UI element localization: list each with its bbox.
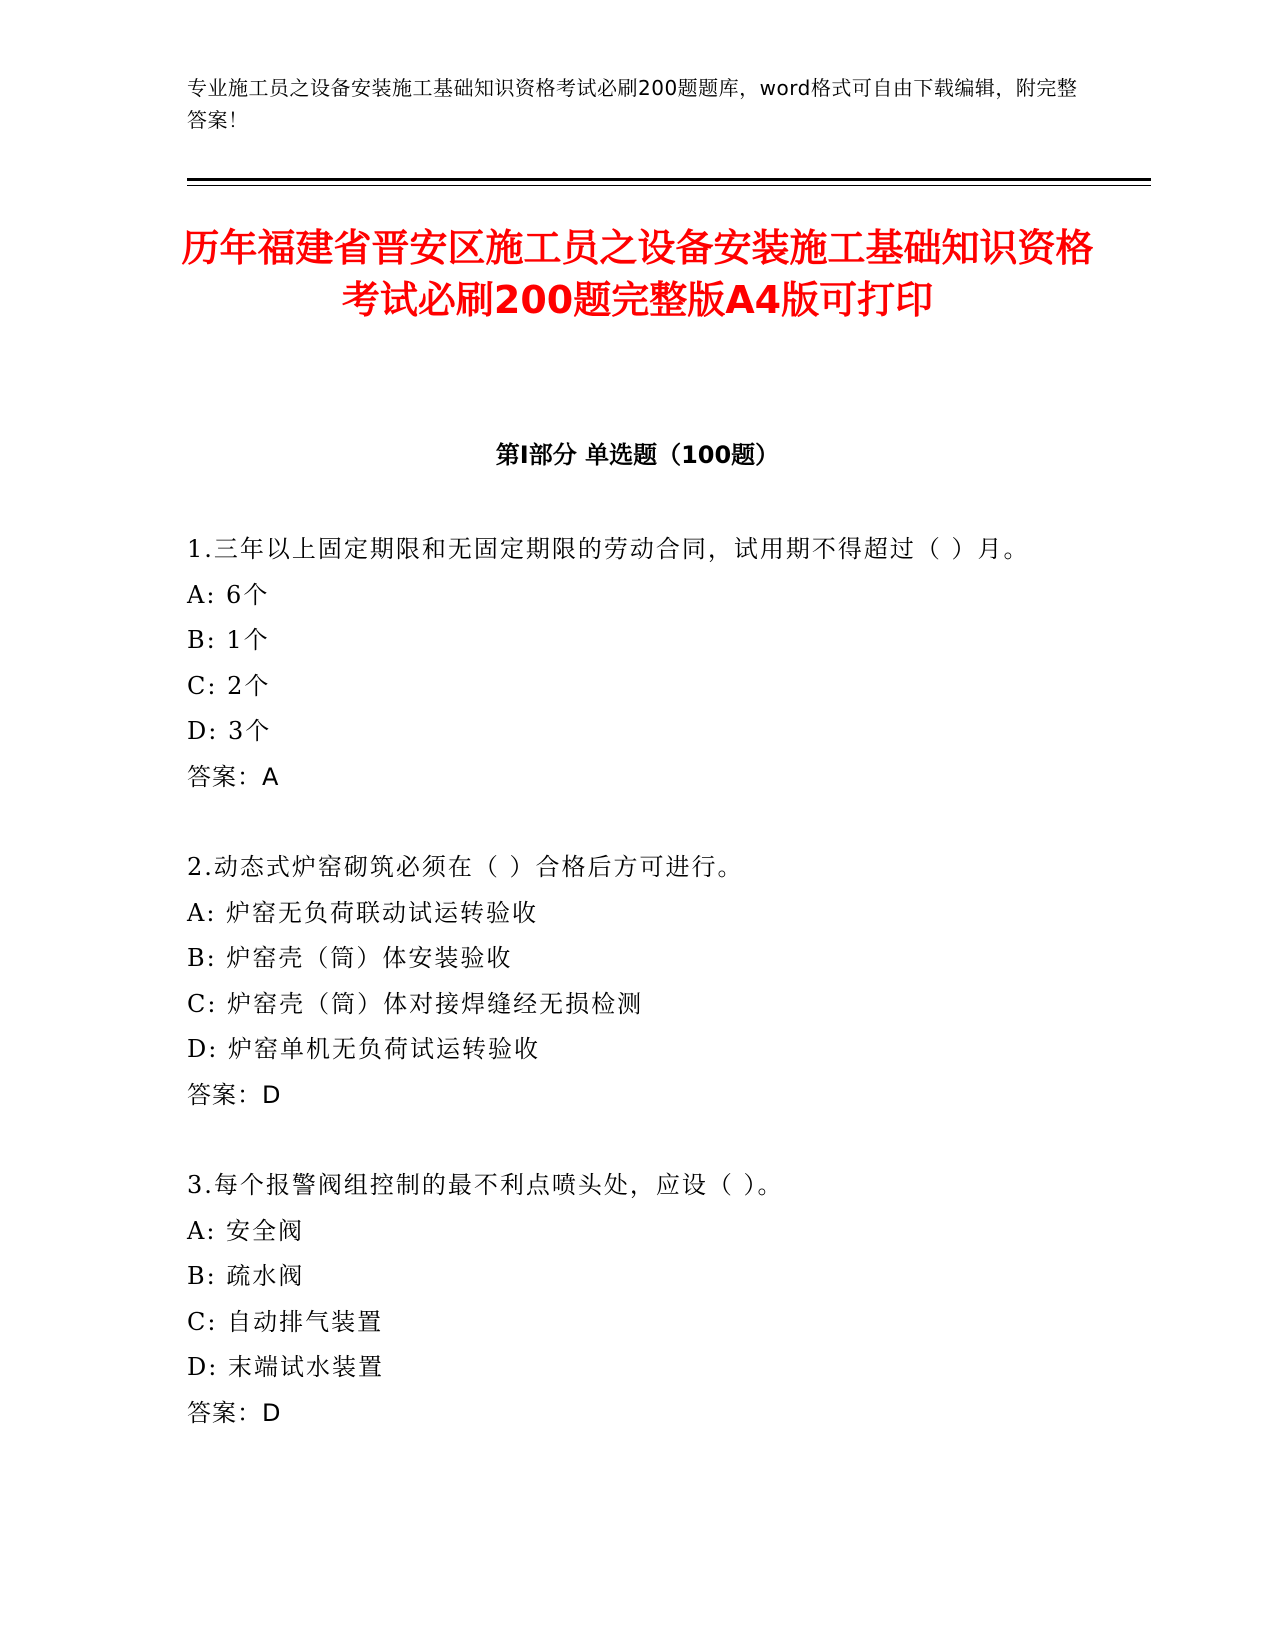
- option-a: A: 6个: [187, 580, 270, 609]
- question-list: [187, 527, 1067, 1481]
- document-title: 历年福建省晋安区施工员之设备安装施工基础知识资格考试必刷200题完整版A4版可打印: [181, 226, 1094, 322]
- header-rule-thick: [187, 178, 1151, 181]
- option-a: A: 安全阀: [187, 1216, 305, 1245]
- option-c: C: 炉窑壳（筒）体对接焊缝经无损检测: [187, 989, 644, 1018]
- header-rule-thin: [187, 185, 1151, 186]
- option-d: D: 3个: [187, 717, 272, 745]
- question-1: [187, 527, 1067, 800]
- answer: 答案：A: [187, 762, 280, 791]
- option-b: B: 1个: [187, 626, 270, 654]
- option-b: B: 炉窑壳（筒）体安装验收: [187, 944, 513, 972]
- question-2: [187, 845, 1067, 1118]
- option-d: D: 末端试水装置: [187, 1353, 384, 1381]
- answer: 答案：D: [187, 1080, 282, 1109]
- answer: 答案：D: [187, 1398, 282, 1427]
- section-title: 第Ⅰ部分 单选题（100题）: [495, 441, 780, 469]
- option-c: C: 2个: [187, 671, 271, 700]
- option-b: B: 疏水阀: [187, 1262, 305, 1290]
- option-c: C: 自动排气装置: [187, 1307, 384, 1336]
- header-note: 专业施工员之设备安装施工基础知识资格考试必刷200题题库，word格式可自由下载编辑，附完整答案！: [187, 76, 1078, 132]
- option-a: A: 炉窑无负荷联动试运转验收: [187, 898, 539, 927]
- question-stem: 1.三年以上固定期限和无固定期限的劳动合同，试用期不得超过（ ）月。: [187, 535, 1030, 563]
- option-d: D: 炉窑单机无负荷试运转验收: [187, 1035, 540, 1063]
- question-stem: 3.每个报警阀组控制的最不利点喷头处，应设（ ）。: [187, 1171, 784, 1199]
- question-stem: 2.动态式炉窑砌筑必须在（ ）合格后方可进行。: [187, 853, 744, 881]
- question-3: [187, 1163, 1067, 1436]
